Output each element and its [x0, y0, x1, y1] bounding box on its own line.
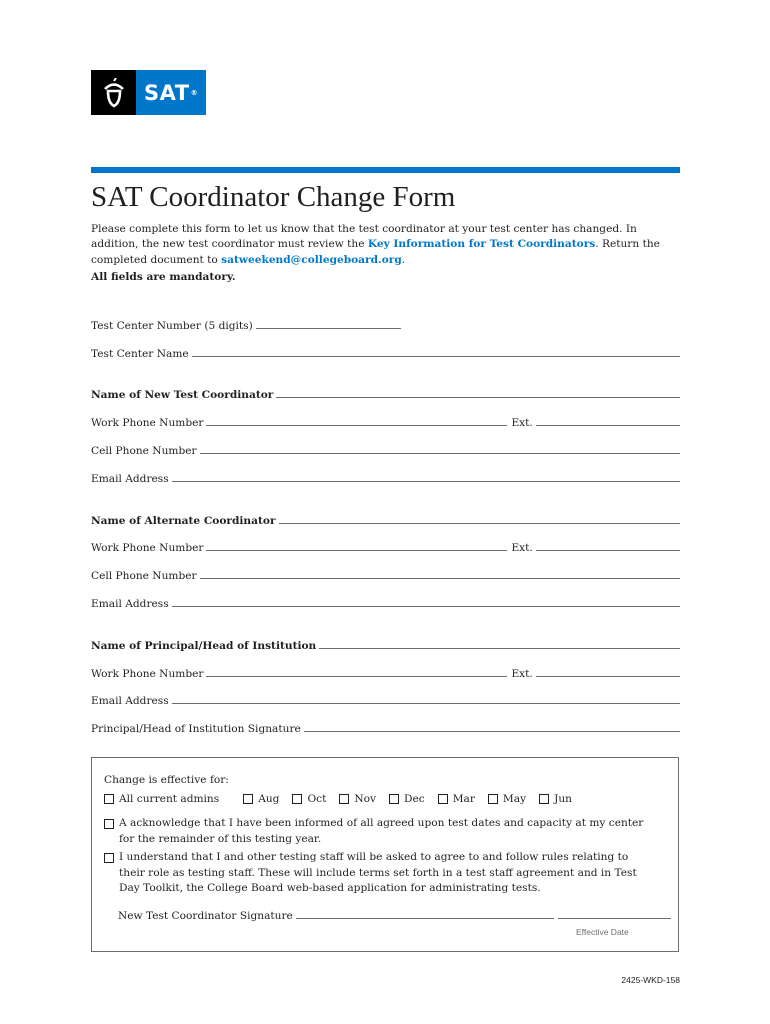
checkbox[interactable]	[243, 794, 253, 804]
new-work-phone-row	[91, 413, 680, 429]
alt-work-phone-field[interactable]	[206, 550, 507, 551]
field-label: Principal/Head of Institution Signature	[91, 723, 301, 735]
checkbox[interactable]	[292, 794, 302, 804]
effective-label: Change is effective for:	[104, 774, 229, 786]
checkbox[interactable]	[104, 853, 114, 863]
effective-box	[91, 757, 679, 952]
form-code: 2425-WKD-158	[621, 975, 680, 985]
new-email-row	[91, 469, 680, 485]
checkbox[interactable]	[104, 794, 114, 804]
checkbox[interactable]	[339, 794, 349, 804]
alt-email-row	[91, 594, 680, 610]
field-label: Test Center Name	[91, 348, 189, 360]
field-label: Name of Alternate Coordinator	[91, 515, 276, 527]
new-coordinator-signature-field[interactable]	[296, 918, 554, 919]
field-label: Work Phone Number	[91, 417, 204, 429]
principal-email-row	[91, 691, 680, 707]
signature-row	[118, 910, 671, 922]
field-label: Name of Principal/Head of Institution	[91, 640, 317, 652]
alt-ext-field[interactable]	[536, 550, 680, 551]
principal-email-field[interactable]	[172, 703, 680, 704]
header-rule	[91, 167, 680, 173]
field-label: Cell Phone Number	[91, 445, 197, 457]
field-label: Email Address	[91, 473, 169, 485]
option-mar[interactable]: Mar	[438, 793, 475, 805]
principal-work-phone-field[interactable]	[206, 676, 507, 677]
new-coordinator-row	[91, 385, 680, 401]
principal-signature-field[interactable]	[304, 731, 680, 732]
option-aug[interactable]: Aug	[243, 793, 279, 805]
option-dec[interactable]: Dec	[389, 793, 425, 805]
option-jun[interactable]: Jun	[539, 793, 572, 805]
test-center-name-row	[91, 344, 680, 360]
intro-paragraph: Please complete this form to let us know that the test coordinator at your test center has changed. In addition, the new test coordinator must review the Key Information for Test Coordinators. Return the completed document to satweekend@collegeboard.org.	[91, 223, 660, 266]
option-may[interactable]: May	[488, 793, 526, 805]
effective-date-label: Effective Date	[576, 927, 629, 937]
option-oct[interactable]: Oct	[292, 793, 326, 805]
checkbox[interactable]	[488, 794, 498, 804]
ext-label: Ext.	[511, 542, 533, 554]
alt-cell-phone-field[interactable]	[200, 578, 680, 579]
mandatory-note: All fields are mandatory.	[91, 271, 236, 283]
principal-name-field[interactable]	[319, 648, 680, 649]
option-all-current-admins[interactable]: All current admins	[104, 793, 219, 805]
effective-date-field[interactable]	[558, 918, 671, 919]
test-center-name-field[interactable]	[192, 356, 680, 357]
principal-row	[91, 636, 680, 652]
checkbox[interactable]	[104, 819, 114, 829]
alt-work-phone-row	[91, 538, 680, 554]
principal-signature-row	[91, 719, 680, 735]
field-label: Test Center Number (5 digits)	[91, 320, 253, 332]
ext-label: Ext.	[511, 417, 533, 429]
sat-wordmark: SAT ®	[136, 70, 206, 115]
test-center-number-field[interactable]	[256, 328, 401, 329]
new-cell-phone-row	[91, 441, 680, 457]
checkbox[interactable]	[389, 794, 399, 804]
alternate-coordinator-name-field[interactable]	[279, 523, 680, 524]
principal-ext-field[interactable]	[536, 676, 680, 677]
option-nov[interactable]: Nov	[339, 793, 376, 805]
new-coordinator-name-field[interactable]	[276, 397, 680, 398]
email-link[interactable]: satweekend@collegeboard.org	[221, 253, 402, 266]
field-label: Cell Phone Number	[91, 570, 197, 582]
ext-label: Ext.	[511, 668, 533, 680]
sat-logo	[91, 70, 206, 115]
signature-label: New Test Coordinator Signature	[118, 910, 293, 922]
new-ext-field[interactable]	[536, 425, 680, 426]
acknowledge-rules-item[interactable]: I understand that I and other testing staff will be asked to agree to and follow rules relating to their role as testing staff. These will include terms set forth in a test staff agreement and in Test Day Toolkit, the College Board web-based application for administrating tests.	[104, 850, 649, 897]
principal-work-phone-row	[91, 664, 680, 680]
new-email-field[interactable]	[172, 481, 680, 482]
alt-email-field[interactable]	[172, 606, 680, 607]
field-label: Work Phone Number	[91, 542, 204, 554]
key-info-link[interactable]: Key Information for Test Coordinators	[367, 238, 596, 251]
alternate-coordinator-row	[91, 511, 680, 527]
field-label: Work Phone Number	[91, 668, 204, 680]
checkbox[interactable]	[539, 794, 549, 804]
page-title: SAT Coordinator Change Form	[91, 181, 456, 213]
test-center-number-row	[91, 316, 680, 332]
field-label: Name of New Test Coordinator	[91, 389, 274, 401]
checkbox[interactable]	[438, 794, 448, 804]
field-label: Email Address	[91, 695, 169, 707]
alt-cell-phone-row	[91, 566, 680, 582]
acknowledge-dates-item[interactable]: A acknowledge that I have been informed of all agreed upon test dates and capacity at my center for the remainder of this testing year.	[104, 816, 649, 847]
acorn-icon	[91, 70, 136, 115]
new-work-phone-field[interactable]	[206, 425, 507, 426]
effective-options	[104, 793, 585, 805]
new-cell-phone-field[interactable]	[200, 453, 680, 454]
field-label: Email Address	[91, 598, 169, 610]
